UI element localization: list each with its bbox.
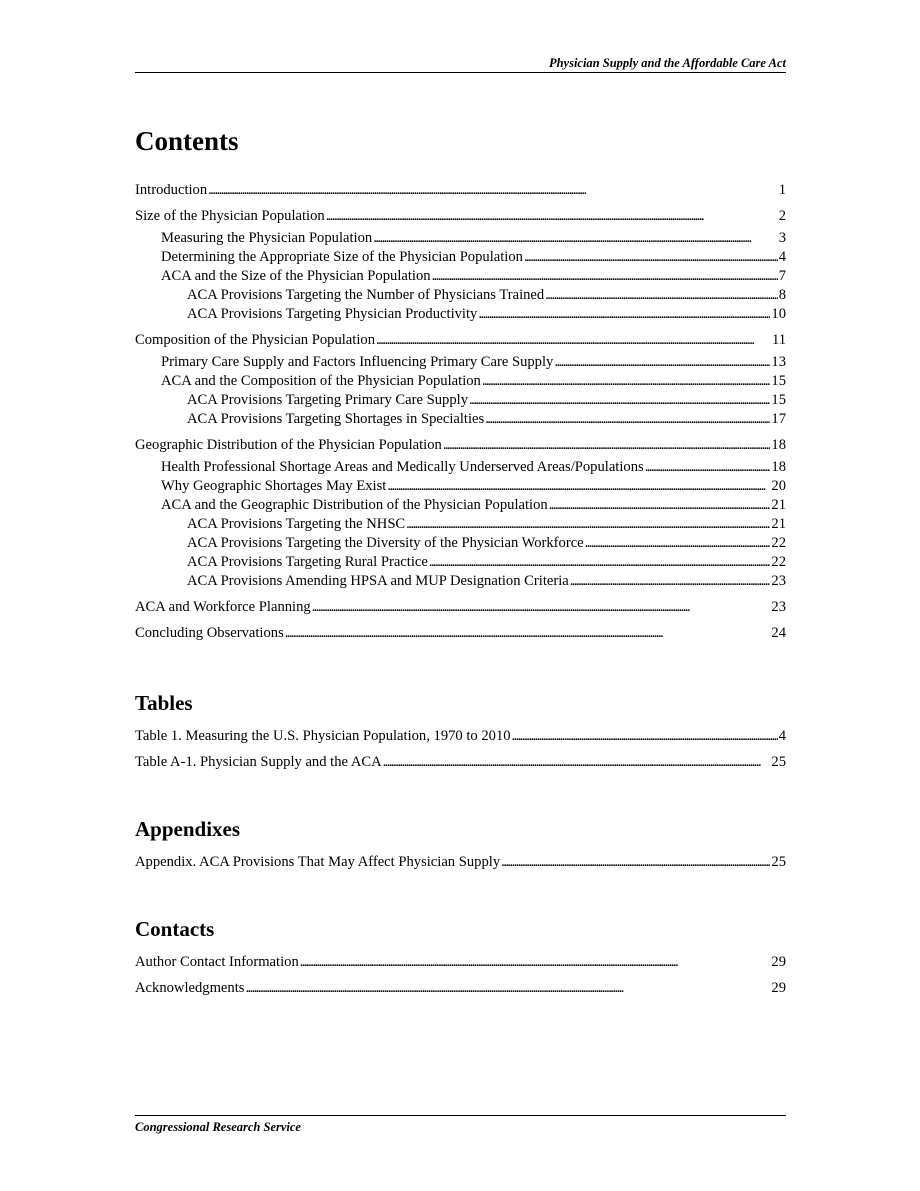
dot-leader [645,458,771,477]
dot-leader [285,624,771,643]
toc-entry-label: ACA Provisions Targeting the Number of Physicians Trained [187,287,545,303]
toc-entry-page: 23 [771,573,786,589]
dot-leader [524,248,778,267]
dot-leader [443,436,771,455]
spacer [135,643,786,690]
dot-leader [554,353,770,372]
toc-entry-page: 24 [771,625,786,641]
dot-leader [326,207,778,226]
toc-entry-page: 13 [771,354,786,370]
toc-entry-label: ACA and Workforce Planning [135,599,311,615]
toc-entry-label: Measuring the Physician Population [161,230,373,246]
contents-list [135,181,786,643]
toc-entry-rural[interactable] [135,553,786,572]
appendixes-list [135,853,786,872]
toc-entry-label: Concluding Observations [135,625,284,641]
running-header: Physician Supply and the Affordable Care Act [548,56,786,70]
toc-entry-label: Appendix. ACA Provisions That May Affect Physician Supply [135,854,501,870]
toc-entry-hpsa-mua[interactable] [135,458,786,477]
toc-entry-label: ACA Provisions Amending HPSA and MUP Designation Criteria [187,573,569,589]
dot-leader [432,267,778,286]
toc-entry-appropriate-size[interactable] [135,248,786,267]
toc-entry-primary-care-supply[interactable] [135,353,786,372]
toc-entry-page: 25 [771,854,786,870]
toc-entry-label: Author Contact Information [135,954,299,970]
toc-entry-page: 21 [771,497,786,513]
toc-entry-appendix[interactable] [135,853,786,872]
dot-leader [376,331,771,350]
toc-entry-specialty-shortages[interactable] [135,410,786,429]
dot-leader [570,572,771,591]
toc-entry-page: 29 [771,980,786,996]
contacts-list [135,953,786,998]
dot-leader [300,953,771,972]
tables-list [135,727,786,772]
tables-title: Tables [135,691,193,715]
toc-entry-page: 10 [771,306,786,322]
appendixes-title: Appendixes [135,817,241,841]
toc-entry-label: Health Professional Shortage Areas and Medically Underserved Areas/Populations [161,459,644,475]
toc-entry-label: Acknowledgments [135,980,245,996]
toc-entry-page: 22 [771,535,786,551]
toc-entry-composition[interactable] [135,331,786,350]
toc-entry-label: Composition of the Physician Population [135,332,375,348]
toc-entry-page: 7 [778,268,786,284]
toc-entry-page: 22 [771,554,786,570]
dot-leader [478,305,770,324]
toc-entry-workforce-planning[interactable] [135,598,786,617]
toc-entry-label: ACA Provisions Targeting the Diversity of the Physician Workforce [187,535,584,551]
toc-entry-size[interactable] [135,207,786,226]
toc-entry-page: 15 [771,392,786,408]
dot-leader [549,496,771,515]
toc-entry-label: Size of the Physician Population [135,208,325,224]
dot-leader [469,391,770,410]
toc-entry-label: Introduction [135,182,208,198]
toc-entry-aca-geographic[interactable] [135,496,786,515]
toc-entry-label: Table A-1. Physician Supply and the ACA [135,754,382,770]
dot-leader [501,853,770,872]
dot-leader [485,410,770,429]
toc-entry-label: ACA and the Geographic Distribution of the Physician Population [161,497,548,513]
toc-entry-label: ACA and the Composition of the Physician Population [161,373,481,389]
toc-entry-label: ACA Provisions Targeting Physician Productivity [187,306,478,322]
toc-entry-aca-composition[interactable] [135,372,786,391]
toc-entry-page: 18 [771,459,786,475]
toc-entry-author-contact[interactable] [135,953,786,972]
toc-entry-introduction[interactable] [135,181,786,200]
contacts-title: Contacts [135,917,215,941]
toc-entry-label: ACA Provisions Targeting Shortages in Specialties [187,411,485,427]
toc-entry-page: 17 [771,411,786,427]
toc-entry-diversity[interactable] [135,534,786,553]
toc-entry-page: 2 [778,208,786,224]
toc-entry-label: ACA Provisions Targeting Primary Care Supply [187,392,468,408]
dot-leader [373,229,778,248]
running-footer: Congressional Research Service [135,1120,301,1134]
toc-entry-label: ACA and the Size of the Physician Population [161,268,431,284]
toc-entry-page: 23 [771,599,786,615]
toc-entry-page: 11 [771,332,786,348]
dot-leader [482,372,771,391]
dot-leader [383,753,771,772]
toc-entry-primary-care-provisions[interactable] [135,391,786,410]
toc-entry-label: Determining the Appropriate Size of the Physician Population [161,249,523,265]
toc-entry-number-trained[interactable] [135,286,786,305]
dot-leader [312,598,771,617]
toc-entry-page: 20 [771,478,786,494]
dot-leader [429,553,771,572]
dot-leader [406,515,770,534]
toc-entry-concluding[interactable] [135,624,786,643]
toc-entry-measuring[interactable] [135,229,786,248]
toc-entry-page: 4 [778,249,786,265]
dot-leader [387,477,770,496]
dot-leader [545,286,778,305]
toc-entry-page: 3 [778,230,786,246]
toc-entry-page: 25 [771,754,786,770]
toc-entry-page: 29 [771,954,786,970]
toc-entry-label: ACA Provisions Targeting the NHSC [187,516,406,532]
spacer [135,772,786,816]
toc-entry-table-1[interactable] [135,727,786,746]
contents-title: Contents [135,126,239,156]
footer-rule [135,1115,786,1116]
dot-leader [208,181,778,200]
toc-entry-page: 1 [778,182,786,198]
toc-entry-hpsa-mup-criteria[interactable] [135,572,786,591]
toc-content [135,124,786,998]
toc-entry-page: 4 [778,728,786,744]
toc-entry-page: 21 [771,516,786,532]
toc-entry-page: 18 [771,437,786,453]
spacer [135,872,786,916]
header-rule [135,72,786,73]
toc-entry-page: 8 [778,287,786,303]
toc-entry-acknowledgments[interactable] [135,979,786,998]
toc-entry-label: Geographic Distribution of the Physician Population [135,437,442,453]
toc-entry-table-a1[interactable] [135,753,786,772]
toc-entry-why-shortages[interactable] [135,477,786,496]
dot-leader [245,979,770,998]
toc-entry-productivity[interactable] [135,305,786,324]
toc-entry-page: 15 [771,373,786,389]
toc-entry-label: Primary Care Supply and Factors Influencing Primary Care Supply [161,354,554,370]
toc-entry-aca-size[interactable] [135,267,786,286]
toc-entry-nhsc[interactable] [135,515,786,534]
dot-leader [512,727,778,746]
toc-entry-geographic[interactable] [135,436,786,455]
dot-leader [585,534,771,553]
toc-entry-label: ACA Provisions Targeting Rural Practice [187,554,428,570]
toc-entry-label: Table 1. Measuring the U.S. Physician Population, 1970 to 2010 [135,728,511,744]
toc-entry-label: Why Geographic Shortages May Exist [161,478,387,494]
